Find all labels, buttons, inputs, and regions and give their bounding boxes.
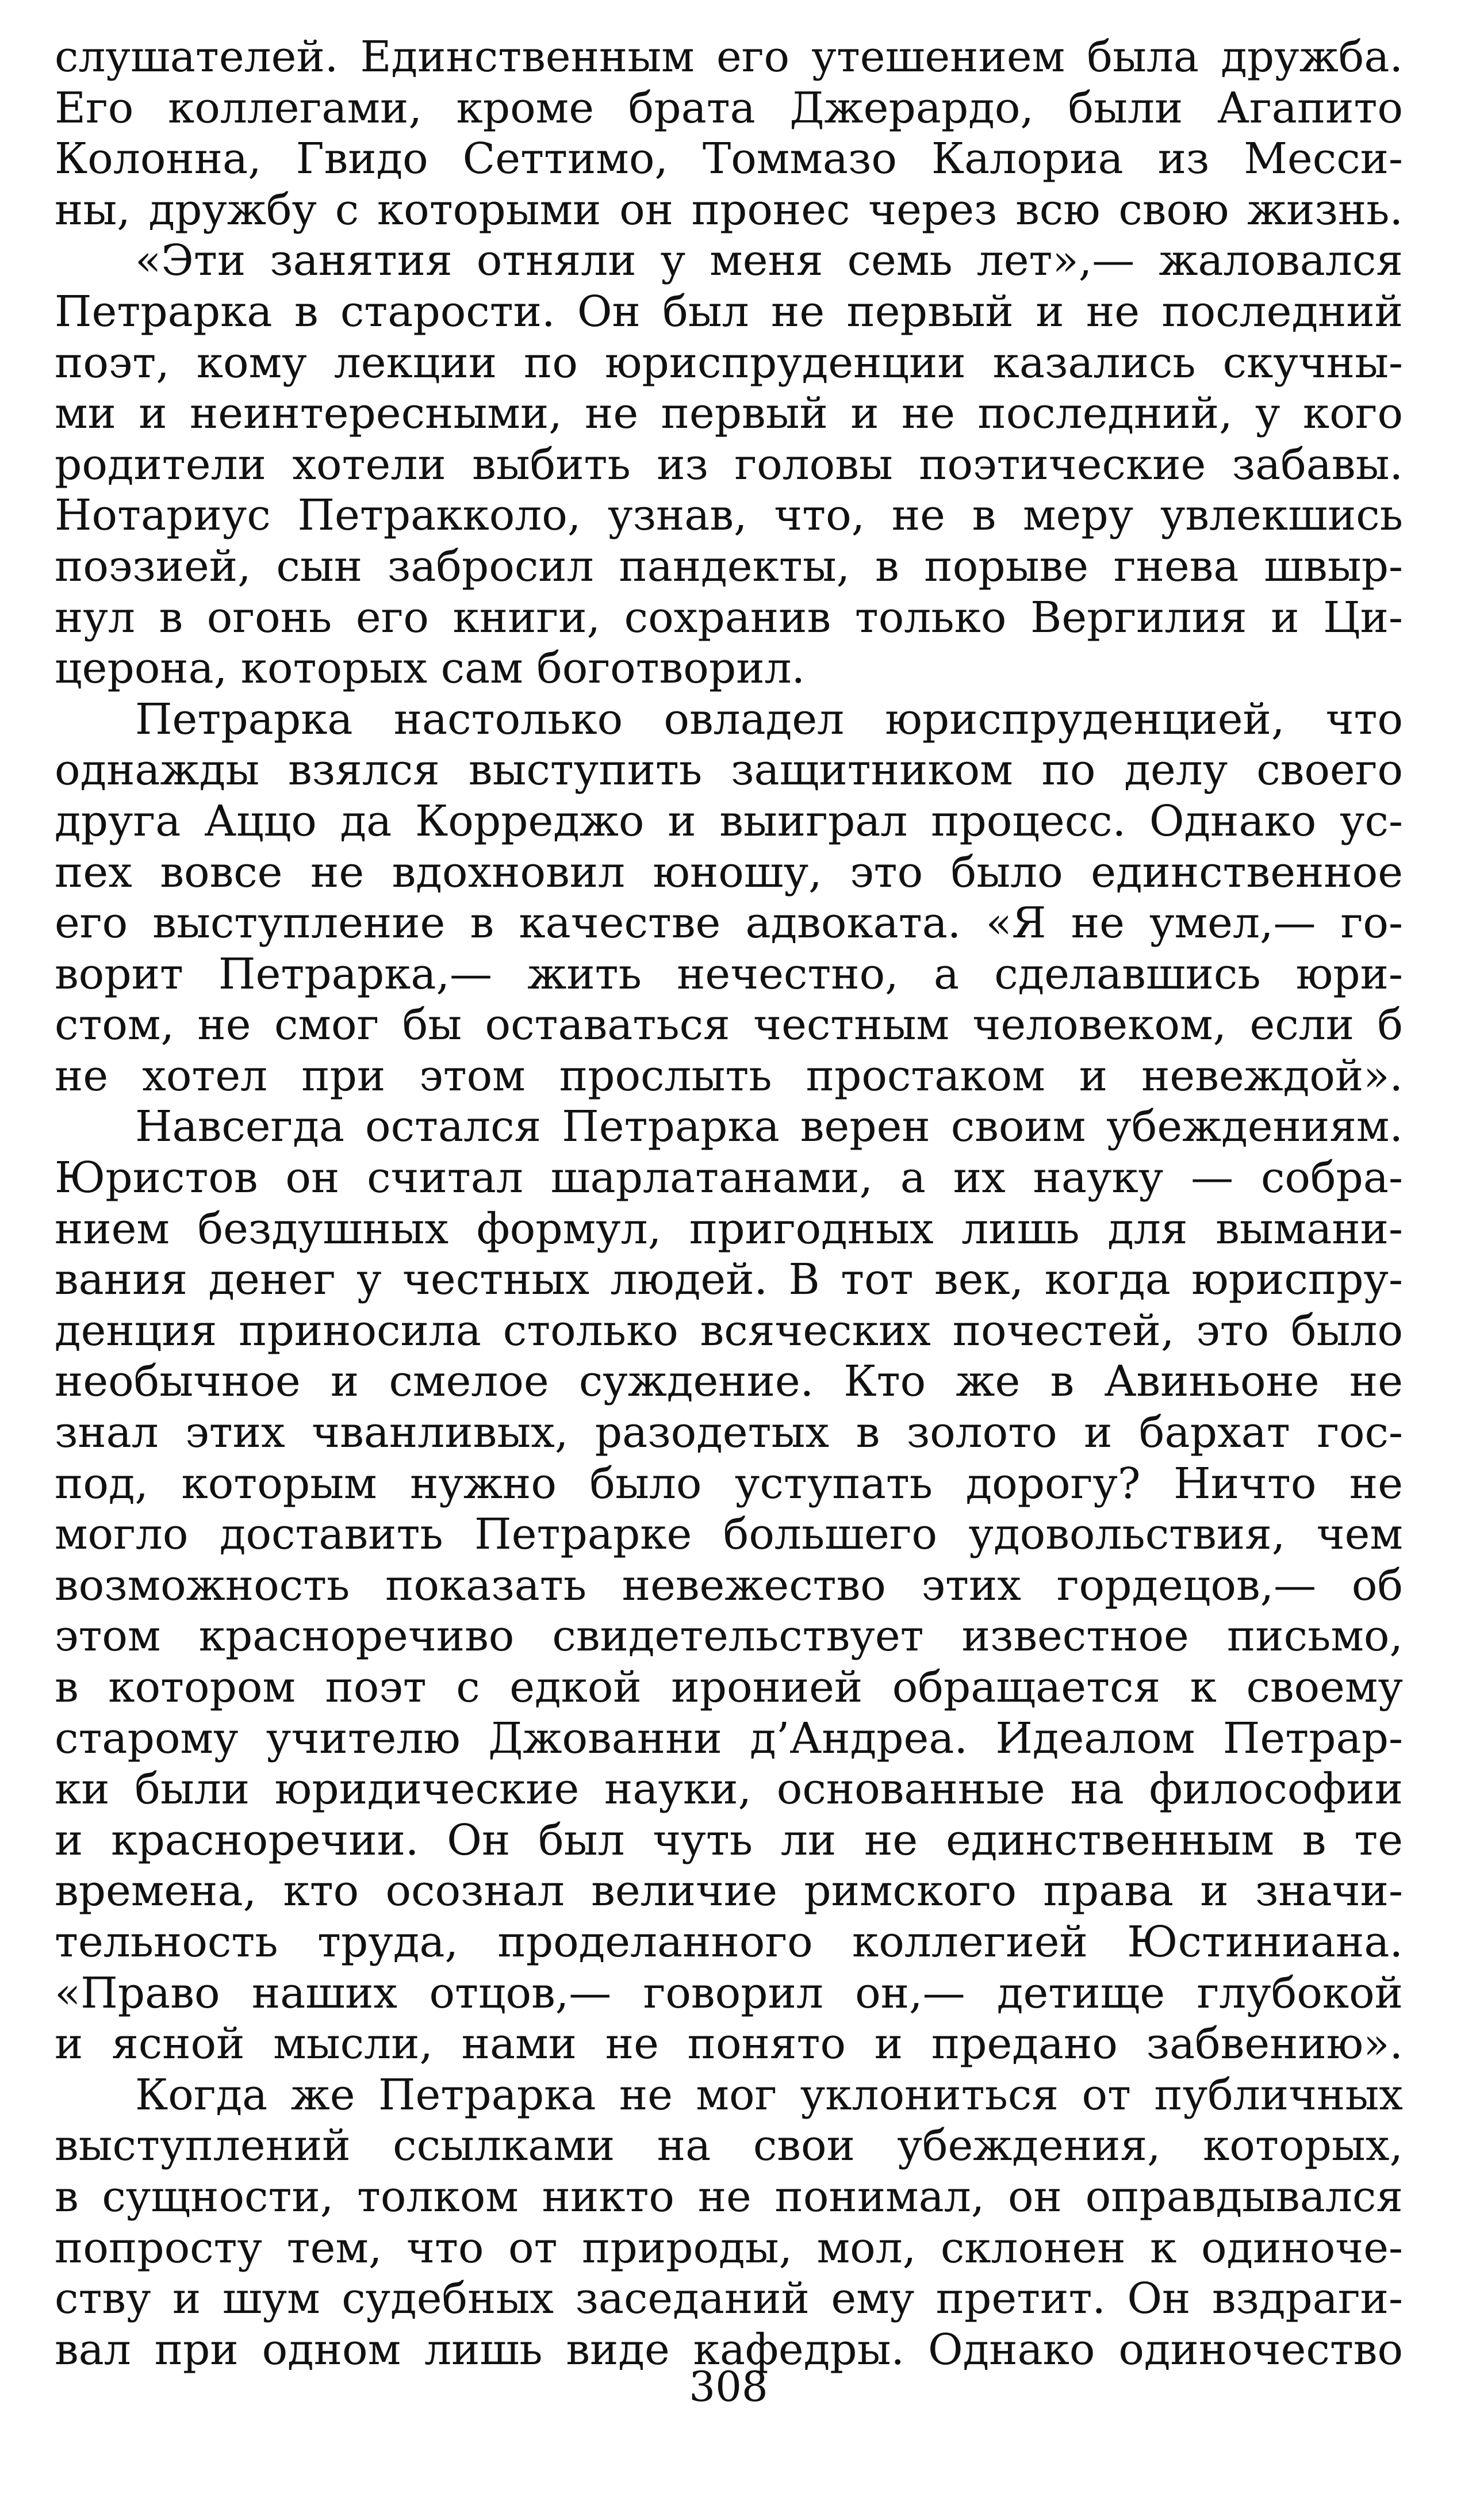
page-text <box>55 32 1403 2375</box>
text-line: возможность показать невежество этих гордецов,— об <box>55 1560 1403 1610</box>
text-line: Когда же Петрарка не мог уклониться от публичных <box>135 2070 1403 2120</box>
text-line: ству и шум судебных заседаний ему претит. Он вздраги- <box>55 2274 1403 2324</box>
text-line: могло доставить Петрарке большего удовольствия, чем <box>55 1510 1403 1560</box>
text-line: поэзией, сын забросил пандекты, в порыве гнева швыр- <box>55 541 1403 591</box>
text-line: стом, не смог бы оставаться честным человеком, если б <box>55 1000 1403 1050</box>
text-line: однажды взялся выступить защитником по делу своего <box>55 745 1403 795</box>
text-line: нул в огонь его книги, сохранив только Вергилия и Ци- <box>55 592 1403 642</box>
paragraph-4 <box>55 1101 1403 2069</box>
text-line: Его коллегами, кроме брата Джерардо, были Агапито <box>55 83 1403 133</box>
text-line: Колонна, Гвидо Сеттимо, Томмазо Калориа из Месси- <box>55 134 1403 184</box>
text-line: Петрарка в старости. Он был не первый и не последний <box>55 286 1403 336</box>
text-line: поэт, кому лекции по юриспруденции казались скучны- <box>55 338 1403 388</box>
text-line: в сущности, толком никто не понимал, он оправдывался <box>55 2172 1403 2222</box>
paragraph-1 <box>55 32 1403 235</box>
text-line: «Эти занятия отняли у меня семь лет»,— жаловался <box>135 236 1403 286</box>
text-line: его выступление в качестве адвоката. «Я не умел,— го- <box>55 898 1403 948</box>
text-line: денция приносила столько всяческих почестей, это было <box>55 1305 1403 1355</box>
text-line: церона, которых сам боготворил. <box>55 644 806 694</box>
text-line: слушателей. Единственным его утешением была дружба. <box>55 32 1403 82</box>
text-line: нием бездушных формул, пригодных лишь для вымани- <box>55 1204 1403 1254</box>
text-line: в котором поэт с едкой иронией обращается к своему <box>55 1663 1403 1712</box>
text-line: «Право наших отцов,— говорил он,— детище глубокой <box>55 1968 1403 2018</box>
text-line: Нотариус Петракколо, узнав, что, не в меру увлекшись <box>55 491 1403 541</box>
text-line: друга Аццо да Корреджо и выиграл процесс. Однако ус- <box>55 796 1403 846</box>
text-line: и ясной мысли, нами не понято и предано забвению». <box>55 2019 1403 2069</box>
text-line: не хотел при этом прослыть простаком и невеждой». <box>55 1051 1403 1101</box>
text-line: под, которым нужно было уступать дорогу? Ничто не <box>55 1458 1403 1508</box>
text-line: ми и неинтересными, не первый и не последний, у кого <box>55 389 1403 439</box>
paragraph-2 <box>55 235 1403 694</box>
page-number: 308 <box>689 2362 768 2411</box>
text-line: этом красноречиво свидетельствует известное письмо, <box>55 1611 1403 1661</box>
text-line: знал этих чванливых, разодетых в золото и бархат гос- <box>55 1408 1403 1458</box>
text-line: времена, кто осознал величие римского права и значи- <box>55 1866 1403 1916</box>
text-line: и красноречии. Он был чуть ли не единственным в те <box>55 1815 1403 1865</box>
text-line: ворит Петрарка,— жить нечестно, а сделавшись юри- <box>55 949 1403 999</box>
paragraph-5 <box>55 2070 1403 2376</box>
text-line: ки были юридические науки, основанные на философии <box>55 1764 1403 1814</box>
text-line: необычное и смелое суждение. Кто же в Авиньоне не <box>55 1357 1403 1407</box>
text-line: Юристов он считал шарлатанами, а их науку — собра- <box>55 1153 1403 1203</box>
text-line: ны, дружбу с которыми он пронес через всю свою жизнь. <box>55 185 1403 235</box>
text-line: вал при одном лишь виде кафедры. Однако одиночество <box>55 2324 1403 2375</box>
text-line: попросту тем, что от природы, мол, склонен к одиноче- <box>55 2223 1403 2273</box>
text-line: Петрарка настолько овладел юриспруденцией, что <box>135 694 1403 744</box>
text-line: Навсегда остался Петрарка верен своим убеждениям. <box>135 1102 1403 1152</box>
text-line: выступлений ссылками на свои убеждения, которых, <box>55 2121 1403 2171</box>
text-line: родители хотели выбить из головы поэтические забавы. <box>55 439 1403 489</box>
text-line: тельность труда, проделанного коллегией Юстиниана. <box>55 1917 1403 1967</box>
text-line: старому учителю Джованни д’Андреа. Идеалом Петрар- <box>55 1713 1403 1763</box>
text-line: пех вовсе не вдохновил юношу, это было единственное <box>55 847 1403 897</box>
paragraph-3 <box>55 694 1403 1102</box>
text-line: вания денег у честных людей. В тот век, когда юриспру- <box>55 1255 1403 1305</box>
